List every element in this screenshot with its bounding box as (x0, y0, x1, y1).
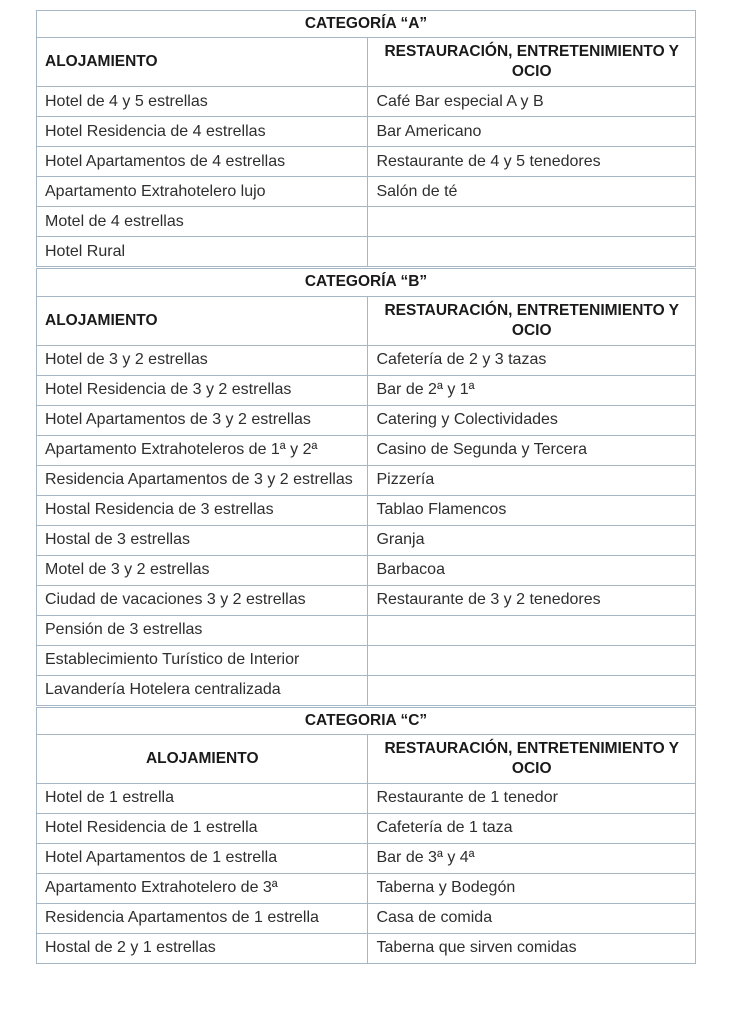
alojamiento-cell: Hotel Residencia de 3 y 2 estrellas (37, 375, 368, 405)
alojamiento-cell: Motel de 3 y 2 estrellas (37, 555, 368, 585)
alojamiento-cell: Hotel de 4 y 5 estrellas (37, 87, 368, 117)
table-row (37, 874, 696, 904)
table-row (37, 525, 696, 555)
table-row (37, 495, 696, 525)
restauracion-cell: Bar de 3ª y 4ª (368, 844, 696, 874)
restauracion-cell: Catering y Colectividades (368, 405, 696, 435)
column-header-row (37, 734, 696, 783)
table-row (37, 675, 696, 705)
table-row (37, 844, 696, 874)
table-row (37, 934, 696, 964)
restauracion-cell: Cafetería de 1 taza (368, 814, 696, 844)
category-table-1 (36, 10, 696, 267)
table-row (37, 585, 696, 615)
restauracion-cell: Casino de Segunda y Tercera (368, 435, 696, 465)
category-table-3 (36, 707, 696, 964)
restauracion-cell: Bar de 2ª y 1ª (368, 375, 696, 405)
column-header-alojamiento: ALOJAMIENTO (37, 734, 368, 783)
alojamiento-cell: Hotel Apartamentos de 1 estrella (37, 844, 368, 874)
table-row (37, 405, 696, 435)
section-title: CATEGORÍA “B” (37, 269, 696, 296)
column-header-row (37, 296, 696, 345)
alojamiento-cell: Hotel de 3 y 2 estrellas (37, 345, 368, 375)
restauracion-cell: Bar Americano (368, 117, 696, 147)
section-title: CATEGORIA “C” (37, 707, 696, 734)
restauracion-cell (368, 237, 696, 267)
section-header-row (37, 11, 696, 38)
column-header-alojamiento: ALOJAMIENTO (37, 38, 368, 87)
restauracion-cell: Cafetería de 2 y 3 tazas (368, 345, 696, 375)
section-header-row (37, 707, 696, 734)
restauracion-cell (368, 207, 696, 237)
table-row (37, 177, 696, 207)
restauracion-cell: Restaurante de 1 tenedor (368, 784, 696, 814)
restauracion-cell: Restaurante de 3 y 2 tenedores (368, 585, 696, 615)
restauracion-cell: Granja (368, 525, 696, 555)
hotel-classification-tables (36, 10, 696, 964)
alojamiento-cell: Apartamento Extrahotelero lujo (37, 177, 368, 207)
restauracion-cell: Tablao Flamencos (368, 495, 696, 525)
alojamiento-cell: Hostal Residencia de 3 estrellas (37, 495, 368, 525)
alojamiento-cell: Hotel Apartamentos de 3 y 2 estrellas (37, 405, 368, 435)
table-row (37, 645, 696, 675)
restauracion-cell: Taberna y Bodegón (368, 874, 696, 904)
alojamiento-cell: Pensión de 3 estrellas (37, 615, 368, 645)
alojamiento-cell: Establecimiento Turístico de Interior (37, 645, 368, 675)
table-row (37, 814, 696, 844)
section-header-row (37, 269, 696, 296)
table-row (37, 615, 696, 645)
table-row (37, 904, 696, 934)
table-row (37, 117, 696, 147)
alojamiento-cell: Lavandería Hotelera centralizada (37, 675, 368, 705)
restauracion-cell: Barbacoa (368, 555, 696, 585)
restauracion-cell: Café Bar especial A y B (368, 87, 696, 117)
column-header-row (37, 38, 696, 87)
table-row (37, 147, 696, 177)
table-row (37, 555, 696, 585)
table-row (37, 375, 696, 405)
restauracion-cell (368, 675, 696, 705)
alojamiento-cell: Residencia Apartamentos de 3 y 2 estrellas (37, 465, 368, 495)
section-title: CATEGORÍA “A” (37, 11, 696, 38)
restauracion-cell (368, 645, 696, 675)
table-row (37, 465, 696, 495)
table-row (37, 237, 696, 267)
column-header-restauracion: RESTAURACIÓN, ENTRETENIMIENTO Y OCIO (368, 296, 696, 345)
alojamiento-cell: Hostal de 3 estrellas (37, 525, 368, 555)
alojamiento-cell: Ciudad de vacaciones 3 y 2 estrellas (37, 585, 368, 615)
restauracion-cell: Restaurante de 4 y 5 tenedores (368, 147, 696, 177)
document-page (36, 10, 696, 964)
restauracion-cell: Pizzería (368, 465, 696, 495)
alojamiento-cell: Apartamento Extrahoteleros de 1ª y 2ª (37, 435, 368, 465)
table-row (37, 345, 696, 375)
alojamiento-cell: Hotel Residencia de 1 estrella (37, 814, 368, 844)
alojamiento-cell: Apartamento Extrahotelero de 3ª (37, 874, 368, 904)
restauracion-cell (368, 615, 696, 645)
alojamiento-cell: Motel de 4 estrellas (37, 207, 368, 237)
alojamiento-cell: Hotel Apartamentos de 4 estrellas (37, 147, 368, 177)
category-table-2 (36, 268, 696, 705)
column-header-restauracion: RESTAURACIÓN, ENTRETENIMIENTO Y OCIO (368, 734, 696, 783)
restauracion-cell: Salón de té (368, 177, 696, 207)
alojamiento-cell: Hotel Residencia de 4 estrellas (37, 117, 368, 147)
table-row (37, 435, 696, 465)
restauracion-cell: Taberna que sirven comidas (368, 934, 696, 964)
alojamiento-cell: Hotel Rural (37, 237, 368, 267)
table-row (37, 784, 696, 814)
table-row (37, 207, 696, 237)
alojamiento-cell: Residencia Apartamentos de 1 estrella (37, 904, 368, 934)
column-header-alojamiento: ALOJAMIENTO (37, 296, 368, 345)
table-row (37, 87, 696, 117)
restauracion-cell: Casa de comida (368, 904, 696, 934)
column-header-restauracion: RESTAURACIÓN, ENTRETENIMIENTO Y OCIO (368, 38, 696, 87)
alojamiento-cell: Hostal de 2 y 1 estrellas (37, 934, 368, 964)
alojamiento-cell: Hotel de 1 estrella (37, 784, 368, 814)
